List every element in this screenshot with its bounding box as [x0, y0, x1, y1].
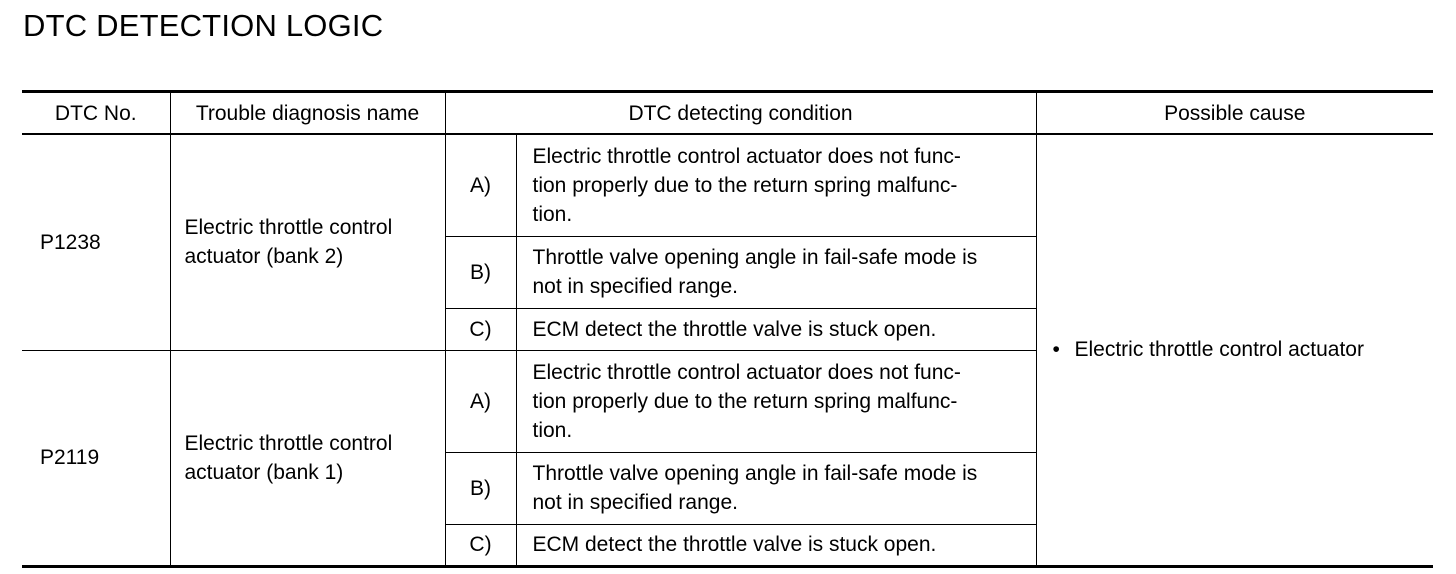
- page-title: DTC DETECTION LOGIC: [23, 8, 384, 43]
- condition-mark: A): [445, 350, 516, 452]
- table-row: [22, 134, 1433, 236]
- dtc-code: P2119: [40, 446, 100, 469]
- condition-mark: B): [445, 236, 516, 308]
- table-header-row: [22, 92, 1433, 135]
- condition-line: tion properly due to the return spring malfunc-: [532, 173, 958, 197]
- header-condition: DTC detecting condition: [445, 92, 1036, 135]
- condition-mark: C): [445, 524, 516, 566]
- header-dtc-no: DTC No.: [22, 92, 170, 135]
- condition-line: tion.: [532, 418, 573, 442]
- condition-line: tion.: [532, 202, 573, 226]
- condition-text: [516, 350, 1036, 452]
- trouble-name-line: Electric throttle control: [184, 216, 393, 240]
- dtc-code-cell: [22, 134, 170, 350]
- condition-mark: B): [445, 452, 516, 524]
- possible-cause-text: Electric throttle control actuator: [1074, 338, 1364, 362]
- condition-text: [516, 452, 1036, 524]
- condition-text: [516, 524, 1036, 566]
- condition-mark: A): [445, 134, 516, 236]
- condition-line: tion properly due to the return spring malfunc-: [532, 389, 958, 413]
- trouble-name-line: actuator (bank 2): [184, 245, 344, 269]
- trouble-name-cell: [170, 134, 445, 350]
- bullet-icon: •: [1052, 338, 1060, 362]
- dtc-table: [22, 90, 1433, 568]
- condition-line: Electric throttle control actuator does not func-: [532, 144, 961, 168]
- dtc-code: P1238: [40, 230, 101, 254]
- condition-line: ECM detect the throttle valve is stuck open.: [532, 533, 937, 556]
- condition-mark: C): [445, 308, 516, 350]
- condition-line: not in specified range.: [532, 275, 738, 298]
- condition-line: Throttle valve opening angle in fail-safe mode is: [532, 462, 978, 485]
- condition-line: ECM detect the throttle valve is stuck open.: [532, 317, 937, 341]
- trouble-name-cell: [170, 350, 445, 566]
- trouble-name-line: Electric throttle control: [184, 431, 393, 455]
- header-cause: Possible cause: [1036, 92, 1433, 135]
- trouble-name-line: actuator (bank 1): [184, 460, 344, 484]
- header-trouble-name: Trouble diagnosis name: [170, 92, 445, 135]
- possible-cause-cell: [1036, 134, 1433, 566]
- dtc-code-cell: [22, 350, 170, 566]
- condition-text: [516, 236, 1036, 308]
- condition-line: not in specified range.: [532, 491, 738, 514]
- condition-text: [516, 134, 1036, 236]
- condition-line: Electric throttle control actuator does not func-: [532, 360, 961, 384]
- condition-text: [516, 308, 1036, 350]
- condition-line: Throttle valve opening angle in fail-safe mode is: [532, 246, 978, 269]
